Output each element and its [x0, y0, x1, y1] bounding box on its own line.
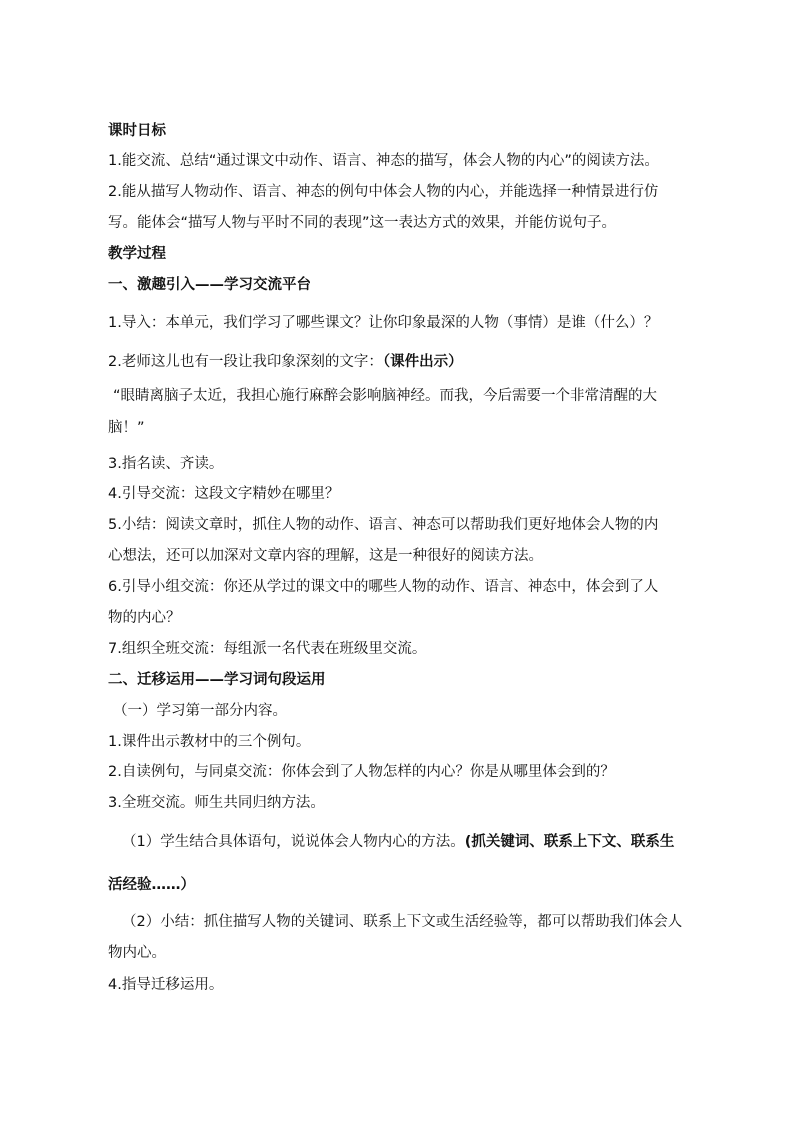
quote-line: 脑！”	[108, 420, 145, 436]
text-run-bold: (抓关键词、联系上下文、联系生	[464, 834, 675, 850]
sub-heading: （一）学习第一部分内容。	[113, 703, 287, 719]
paragraph-line: 4.引导交流：这段文字精妙在哪里？	[108, 486, 340, 502]
paragraph-line: 写。能体会“描写人物与平时不同的表现”这一表达方式的效果，并能仿说句子。	[108, 215, 617, 231]
paragraph-line: 5.小结：阅读文章时，抓住人物的动作、语言、神态可以帮助我们更好地体会人物的内	[108, 517, 659, 533]
heading-part-one: 一、激趣引入——学习交流平台	[108, 277, 311, 293]
paragraph-line	[108, 352, 728, 372]
paragraph-line: 1.课件出示教材中的三个例句。	[108, 734, 311, 750]
paragraph-line: （2）小结：抓住描写人物的关键词、联系上下文或生活经验等，都可以帮助我们体会人	[122, 914, 683, 930]
paragraph-line: 心想法，还可以加深对文章内容的理解，这是一种很好的阅读方法。	[108, 548, 543, 564]
paragraph-line	[122, 832, 742, 852]
section-title-process: 教学过程	[108, 246, 166, 262]
paragraph-line: 物内心。	[108, 945, 166, 961]
quote-line: “眼睛离脑子太近，我担心施行麻醉会影响脑神经。而我，今后需要一个非常清醒的大	[113, 388, 658, 404]
text-run-bold: （课件出示）	[382, 354, 463, 370]
paragraph-line: 1.能交流、总结“通过课文中动作、语言、神态的描写，体会人物的内心”的阅读方法。	[108, 153, 659, 169]
text-run: 2.老师这儿也有一段让我印象深刻的文字：	[108, 354, 383, 370]
paragraph-line: 活经验……）	[108, 877, 195, 893]
paragraph-line: 3.指名读、齐读。	[108, 456, 224, 472]
section-title-objectives: 课时日标	[108, 123, 166, 139]
paragraph-line: 7.组织全班交流：每组派一名代表在班级里交流。	[108, 641, 427, 657]
paragraph-line: 3.全班交流。师生共同归纳方法。	[108, 795, 325, 811]
paragraph-line: 4.指导迁移运用。	[108, 977, 224, 993]
paragraph-line: 6.引导小组交流：你还从学过的课文中的哪些人物的动作、语言、神态中，体会到了人	[108, 579, 659, 595]
heading-part-two: 二、迁移运用——学习词句段运用	[108, 672, 326, 688]
paragraph-line: 物的内心？	[108, 610, 181, 626]
paragraph-line: 1.导入：本单元，我们学习了哪些课文？让你印象最深的人物（事情）是谁（什么）？	[108, 315, 659, 331]
paragraph-line: 2.能从描写人物动作、语言、神态的例句中体会人物的内心，并能选择一种情景进行仿	[108, 184, 659, 200]
text-run: （1）学生结合具体语句，说说体会人物内心的方法。	[122, 834, 465, 850]
paragraph-line: 2.自读例句，与同桌交流：你体会到了人物怎样的内心？你是从哪里体会到的？	[108, 764, 615, 780]
